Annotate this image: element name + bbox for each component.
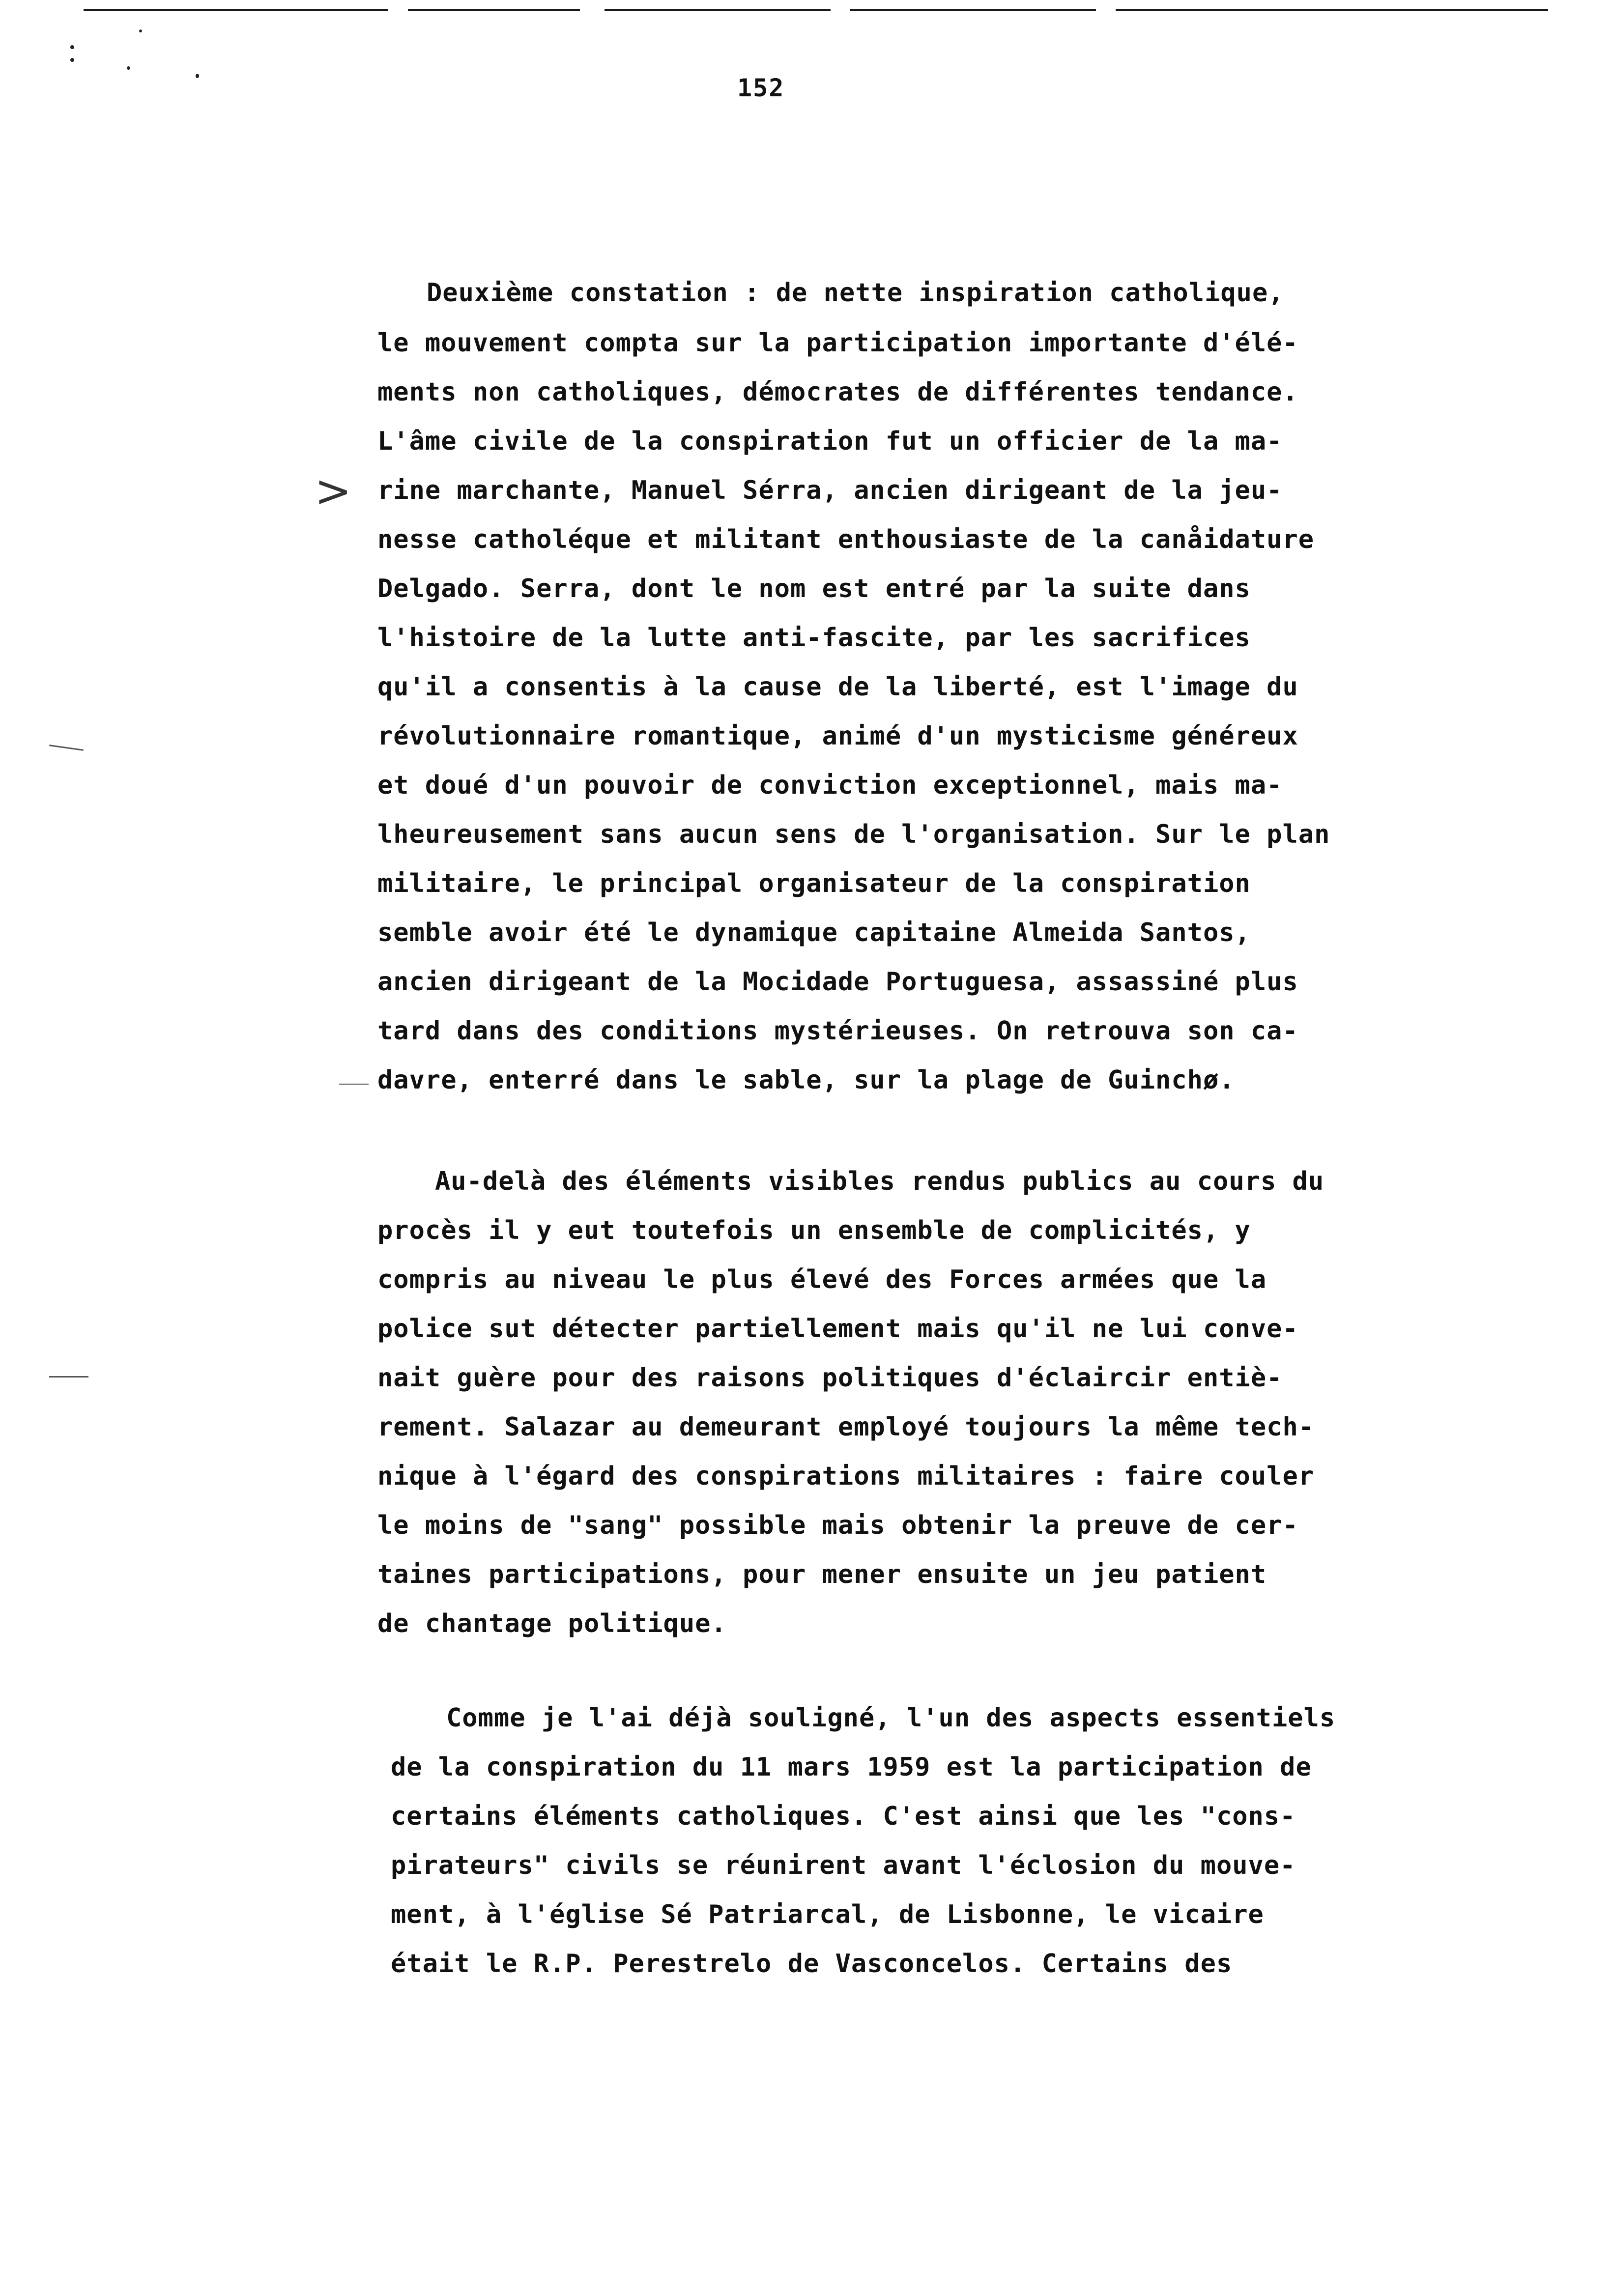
text-line: le moins de "sang" possible mais obtenir la preuve de cer- — [377, 1511, 1298, 1540]
text-line: police sut détecter partiellement mais qu'il ne lui conve- — [377, 1314, 1298, 1344]
scan-speck — [139, 29, 142, 32]
scan-speck — [70, 45, 74, 49]
margin-pencil-mark — [49, 745, 84, 751]
text-line: le mouvement compta sur la participation importante d'élé- — [377, 328, 1298, 358]
text-line: taines participations, pour mener ensuite un jeu patient — [377, 1560, 1267, 1589]
text-line: était le R.P. Perestrelo de Vasconcelos. Certains des — [391, 1949, 1233, 1979]
scan-top-rule — [408, 9, 580, 11]
scan-speck — [70, 58, 74, 62]
text-line: rement. Salazar au demeurant employé toujours la même tech- — [377, 1412, 1315, 1442]
text-line: compris au niveau le plus élevé des Forces armées que la — [377, 1265, 1267, 1294]
margin-pencil-mark — [339, 1084, 369, 1085]
text-line: semble avoir été le dynamique capitaine Almeida Santos, — [377, 918, 1251, 947]
text-line: davre, enterré dans le sable, sur la plage de Guinchø. — [377, 1065, 1235, 1095]
margin-pencil-mark — [49, 1376, 88, 1378]
text-line: révolutionnaire romantique, animé d'un mysticisme généreux — [377, 721, 1298, 751]
text-line: ancien dirigeant de la Mocidade Portuguesa, assassiné plus — [377, 967, 1298, 997]
text-line: pirateurs" civils se réunirent avant l'éclosion du mouve- — [391, 1851, 1296, 1880]
text-line: nique à l'égard des conspirations militaires : faire couler — [377, 1462, 1315, 1491]
text-line: de la conspiration du 11 mars 1959 est la participation de — [391, 1752, 1312, 1782]
text-line: Delgado. Serra, dont le nom est entré par la suite dans — [377, 574, 1251, 603]
text-line: ment, à l'église Sé Patriarcal, de Lisbonne, le vicaire — [391, 1900, 1264, 1929]
text-line: tard dans des conditions mystérieuses. On retrouva son ca- — [377, 1016, 1298, 1046]
text-line: et doué d'un pouvoir de conviction exceptionnel, mais ma- — [377, 771, 1283, 800]
scan-speck — [196, 74, 199, 78]
text-line: procès il y eut toutefois un ensemble de complicités, y — [377, 1216, 1251, 1245]
text-line: Au-delà des éléments visibles rendus publics au cours du — [435, 1167, 1324, 1196]
text-line: l'histoire de la lutte anti-fascite, par les sacrifices — [377, 623, 1251, 653]
scan-top-rule — [850, 9, 1096, 11]
scan-top-rule — [604, 9, 831, 11]
text-line: lheureusement sans aucun sens de l'organisation. Sur le plan — [377, 820, 1330, 849]
scan-top-rule — [84, 9, 388, 11]
scan-speck — [127, 66, 130, 70]
text-line: certains éléments catholiques. C'est ainsi que les "cons- — [391, 1802, 1296, 1831]
text-line: de chantage politique. — [377, 1609, 727, 1638]
scan-top-rule — [1116, 9, 1548, 11]
text-line: Deuxième constation : de nette inspiration catholique, — [427, 278, 1284, 308]
text-line: rine marchante, Manuel Sérra, ancien dirigeant de la jeu- — [377, 476, 1283, 505]
text-line: nait guère pour des raisons politiques d'éclaircir entiè- — [377, 1363, 1283, 1393]
text-line: ments non catholiques, démocrates de différentes tendance. — [377, 377, 1298, 407]
text-line: militaire, le principal organisateur de la conspiration — [377, 869, 1251, 898]
margin-arrow-mark: > — [315, 465, 352, 517]
text-line: qu'il a consentis à la cause de la liberté, est l'image du — [377, 672, 1298, 702]
text-line: nesse catholéque et militant enthousiaste de la canåidature — [377, 525, 1315, 554]
page-number: 152 — [737, 74, 785, 102]
text-line: Comme je l'ai déjà souligné, l'un des aspects essentiels — [446, 1703, 1336, 1733]
text-line: L'âme civile de la conspiration fut un officier de la ma- — [377, 427, 1283, 456]
